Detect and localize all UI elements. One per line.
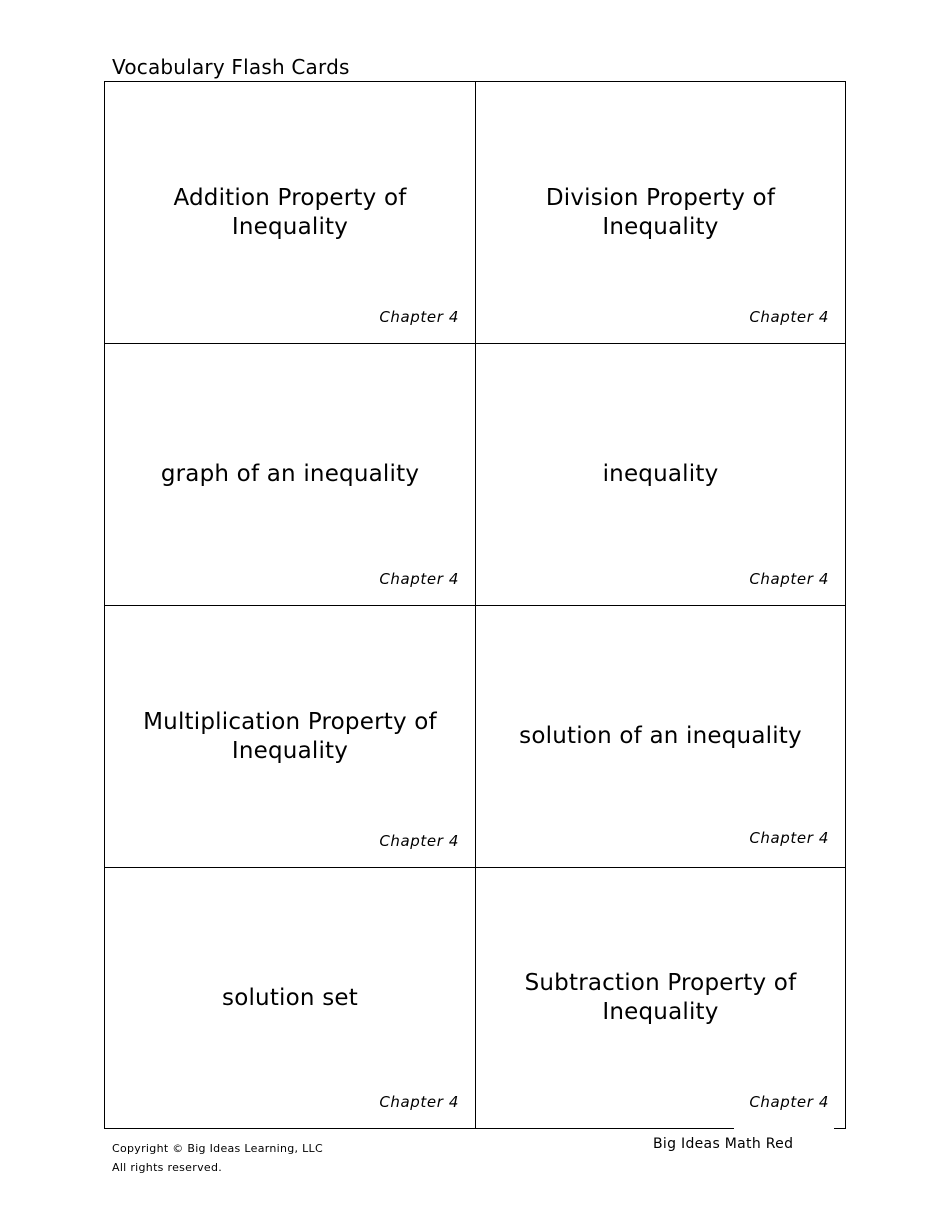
card-term: solution of an inequality: [519, 723, 802, 749]
flash-card[interactable]: [104, 605, 475, 867]
copyright-text: Copyright © Big Ideas Learning, LLC: [112, 1142, 323, 1155]
card-chapter: Chapter 4: [379, 1093, 459, 1111]
card-term: graph of an inequality: [160, 461, 420, 487]
flash-card[interactable]: [475, 343, 846, 605]
card-term: inequality: [602, 461, 719, 487]
flash-card[interactable]: [104, 343, 475, 605]
flash-card-grid: [104, 81, 846, 1131]
card-chapter: Chapter 4: [379, 570, 459, 588]
card-chapter: Chapter 4: [749, 829, 829, 847]
card-term: solution set: [222, 984, 358, 1011]
card-chapter: Chapter 4: [379, 832, 459, 850]
footer-book-title: Big Ideas Math Red: [653, 1136, 794, 1152]
flash-card[interactable]: [475, 867, 846, 1129]
flash-card[interactable]: [475, 81, 846, 343]
card-chapter: Chapter 4: [749, 1093, 829, 1111]
card-chapter: Chapter 4: [749, 570, 829, 588]
flash-card[interactable]: [104, 81, 475, 343]
flash-card[interactable]: [104, 867, 475, 1129]
card-term: Division Property of Inequality: [545, 184, 776, 240]
card-term: Multiplication Property of Inequality: [143, 708, 437, 764]
page-title: Vocabulary Flash Cards: [112, 55, 350, 79]
footer-copyright: [112, 1139, 323, 1177]
flash-card[interactable]: [475, 605, 846, 867]
card-chapter: Chapter 4: [379, 308, 459, 326]
card-term: Addition Property of Inequality: [173, 184, 407, 240]
card-chapter: Chapter 4: [749, 308, 829, 326]
rights-text: All rights reserved.: [112, 1161, 223, 1174]
card-term: Subtraction Property of Inequality: [524, 970, 797, 1025]
